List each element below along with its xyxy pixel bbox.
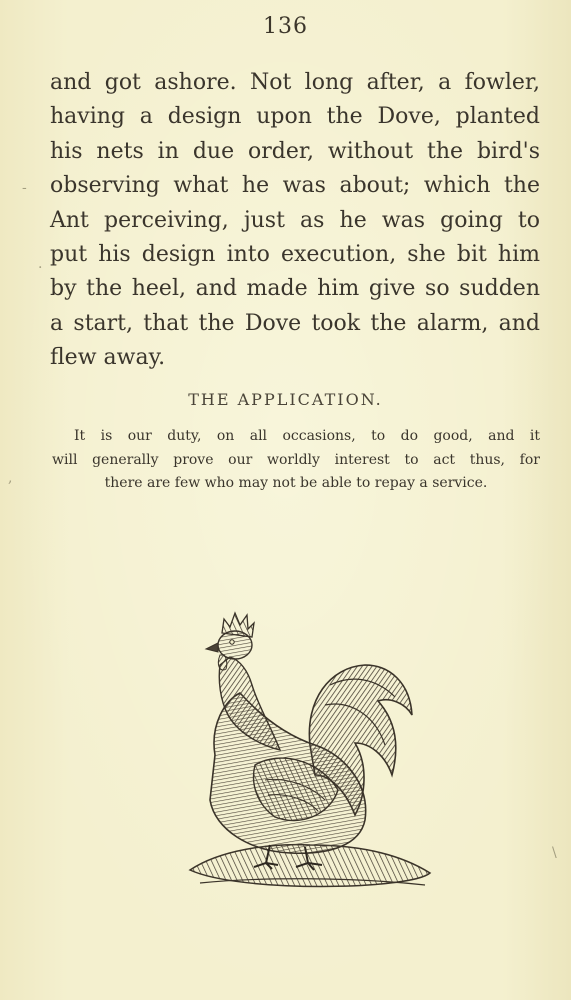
story-line: by the heel, and made him give so sudden [50,276,540,302]
story-line: and got ashore. Not long after, a fowler, [50,70,540,95]
story-line: Ant perceiving, just as he was going to [50,207,540,233]
story-line: his nets in due order, without the bird's [50,138,540,164]
story-line: observing what he was about; which the [50,173,540,199]
section-heading: THE APPLICATION. [188,390,383,409]
margin-mark: - [22,180,27,196]
story-paragraph [50,66,540,376]
story-line: having a design upon the Dove, planted [50,104,540,130]
story-line: flew away. [50,345,166,371]
margin-mark: , [8,470,13,486]
application-line: will generally prove our worldly interest to act thus, for [52,451,540,468]
story-line: a start, that the Dove took the alarm, and [50,310,540,336]
margin-mark: . [38,256,43,272]
story-line: put his design into execution, she bit him [50,241,540,267]
application-line: It is our duty, on all occasions, to do good, and it [74,428,540,444]
page-number: 136 [263,14,308,39]
rooster-woodcut-icon [180,605,435,895]
application-line: there are few who may not be able to repay a service. [104,475,488,491]
margin-mark: \ [552,845,557,861]
application-paragraph [52,425,540,496]
